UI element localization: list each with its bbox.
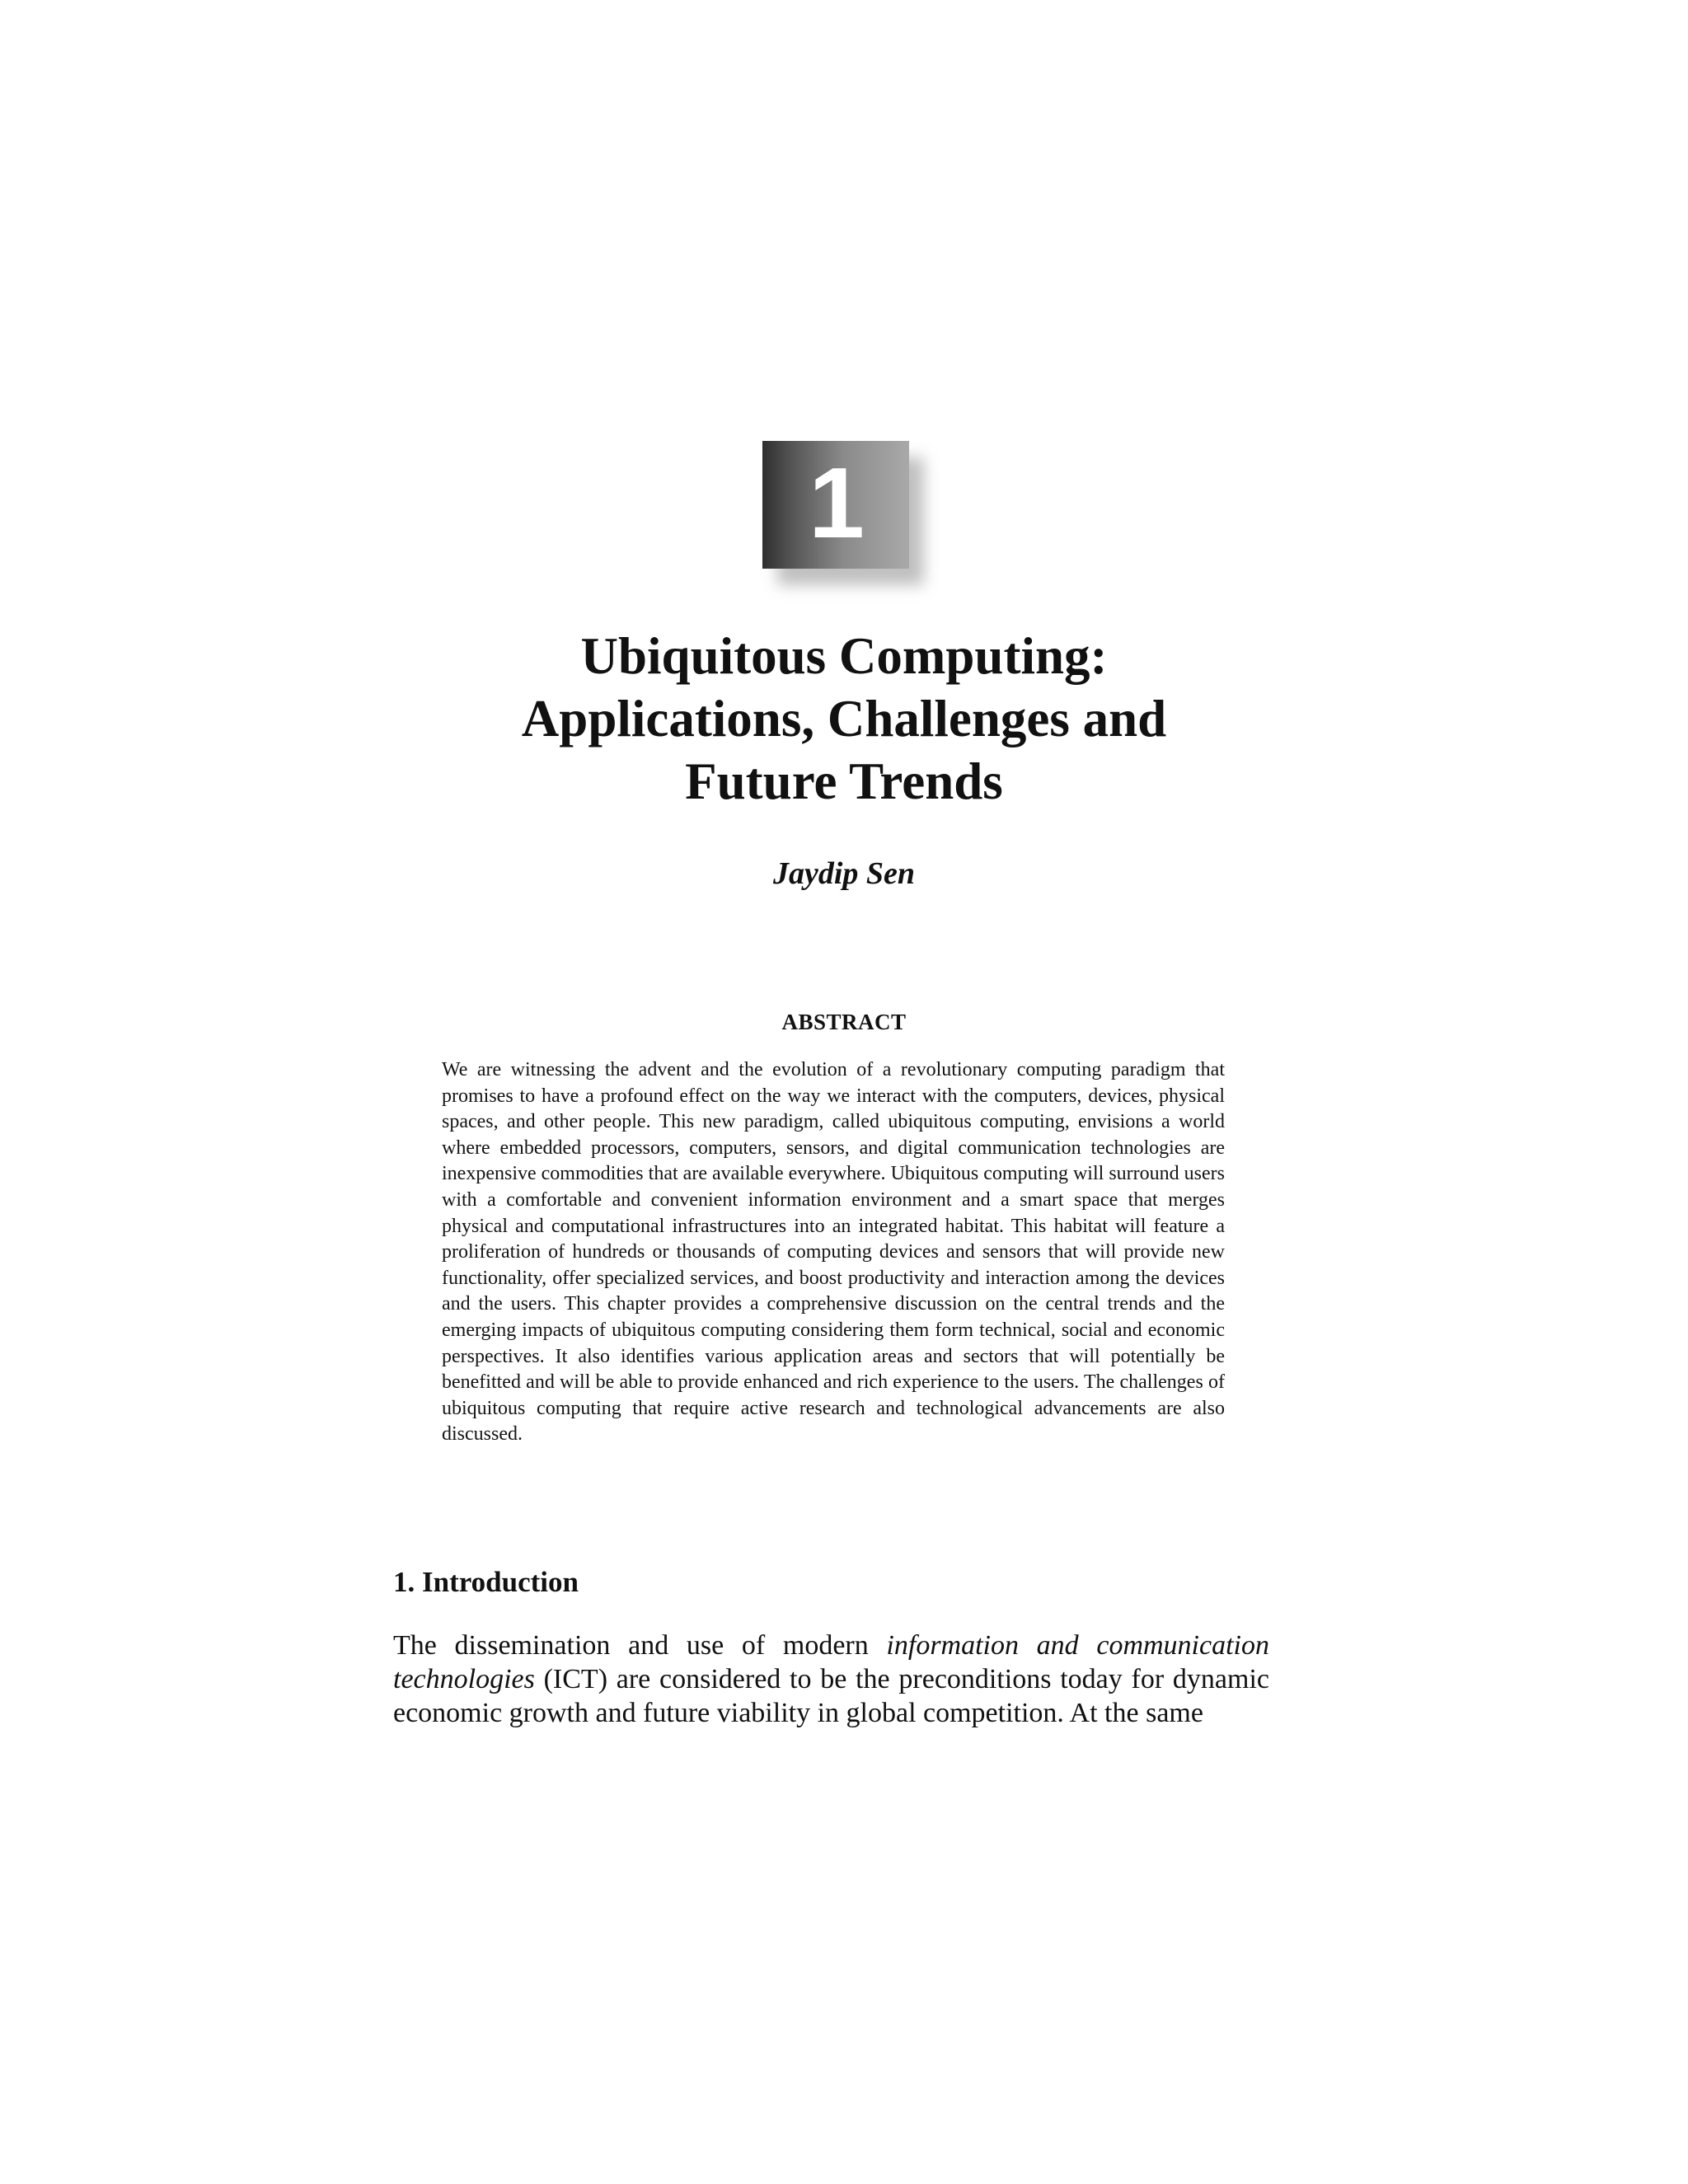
- abstract-heading: ABSTRACT: [781, 1010, 907, 1034]
- title-line-1: Ubiquitous Computing:: [580, 627, 1108, 685]
- intro-emphasis: information and communication technologies: [393, 1630, 1269, 1694]
- chapter-title: [349, 625, 1339, 813]
- intro-rest: (ICT) are considered to be the preconditions today for dynamic economic growth and future viability in global competition. At the same: [393, 1664, 1269, 1728]
- introduction-paragraph: [393, 1629, 1269, 1730]
- section-heading-introduction: 1. Introduction: [393, 1566, 579, 1598]
- chapter-number-badge: [762, 441, 909, 569]
- abstract-text: We are witnessing the advent and the evolution of a revolutionary computing paradigm that promises to have a profound effect on the way we interact with the computers, devices, physical spaces, and other people. This new paradigm, called ubiquitous computing, envisions a world where embedded processors, computers, sensors, and digital communication technologies are inexpensive commodities that are available everywhere. Ubiquitous computing will surround users with a comfortable and convenient information environment and a smart space that merges physical and computational infrastructures into an integrated habitat. This habitat will feature a proliferation of hundreds or thousands of computing devices and sensors that will provide new functionality, offer specialized services, and boost productivity and interaction among the devices and the users. This chapter provides a comprehensive discussion on the central trends and the emerging impacts of ubiquitous computing considering them form technical, social and economic perspectives. It also identifies various application areas and sectors that will potentially be benefitted and will be able to provide enhanced and rich experience to the users. The challenges of ubiquitous computing that require active research and technological advancements are also discussed.: [442, 1059, 1225, 1446]
- chapter-number: 1: [809, 447, 863, 559]
- author-name: Jaydip Sen: [772, 856, 916, 891]
- intro-lead: The dissemination and use of modern: [393, 1630, 887, 1661]
- title-line-2: Applications, Challenges and: [521, 690, 1167, 748]
- title-line-3: Future Trends: [685, 752, 1003, 810]
